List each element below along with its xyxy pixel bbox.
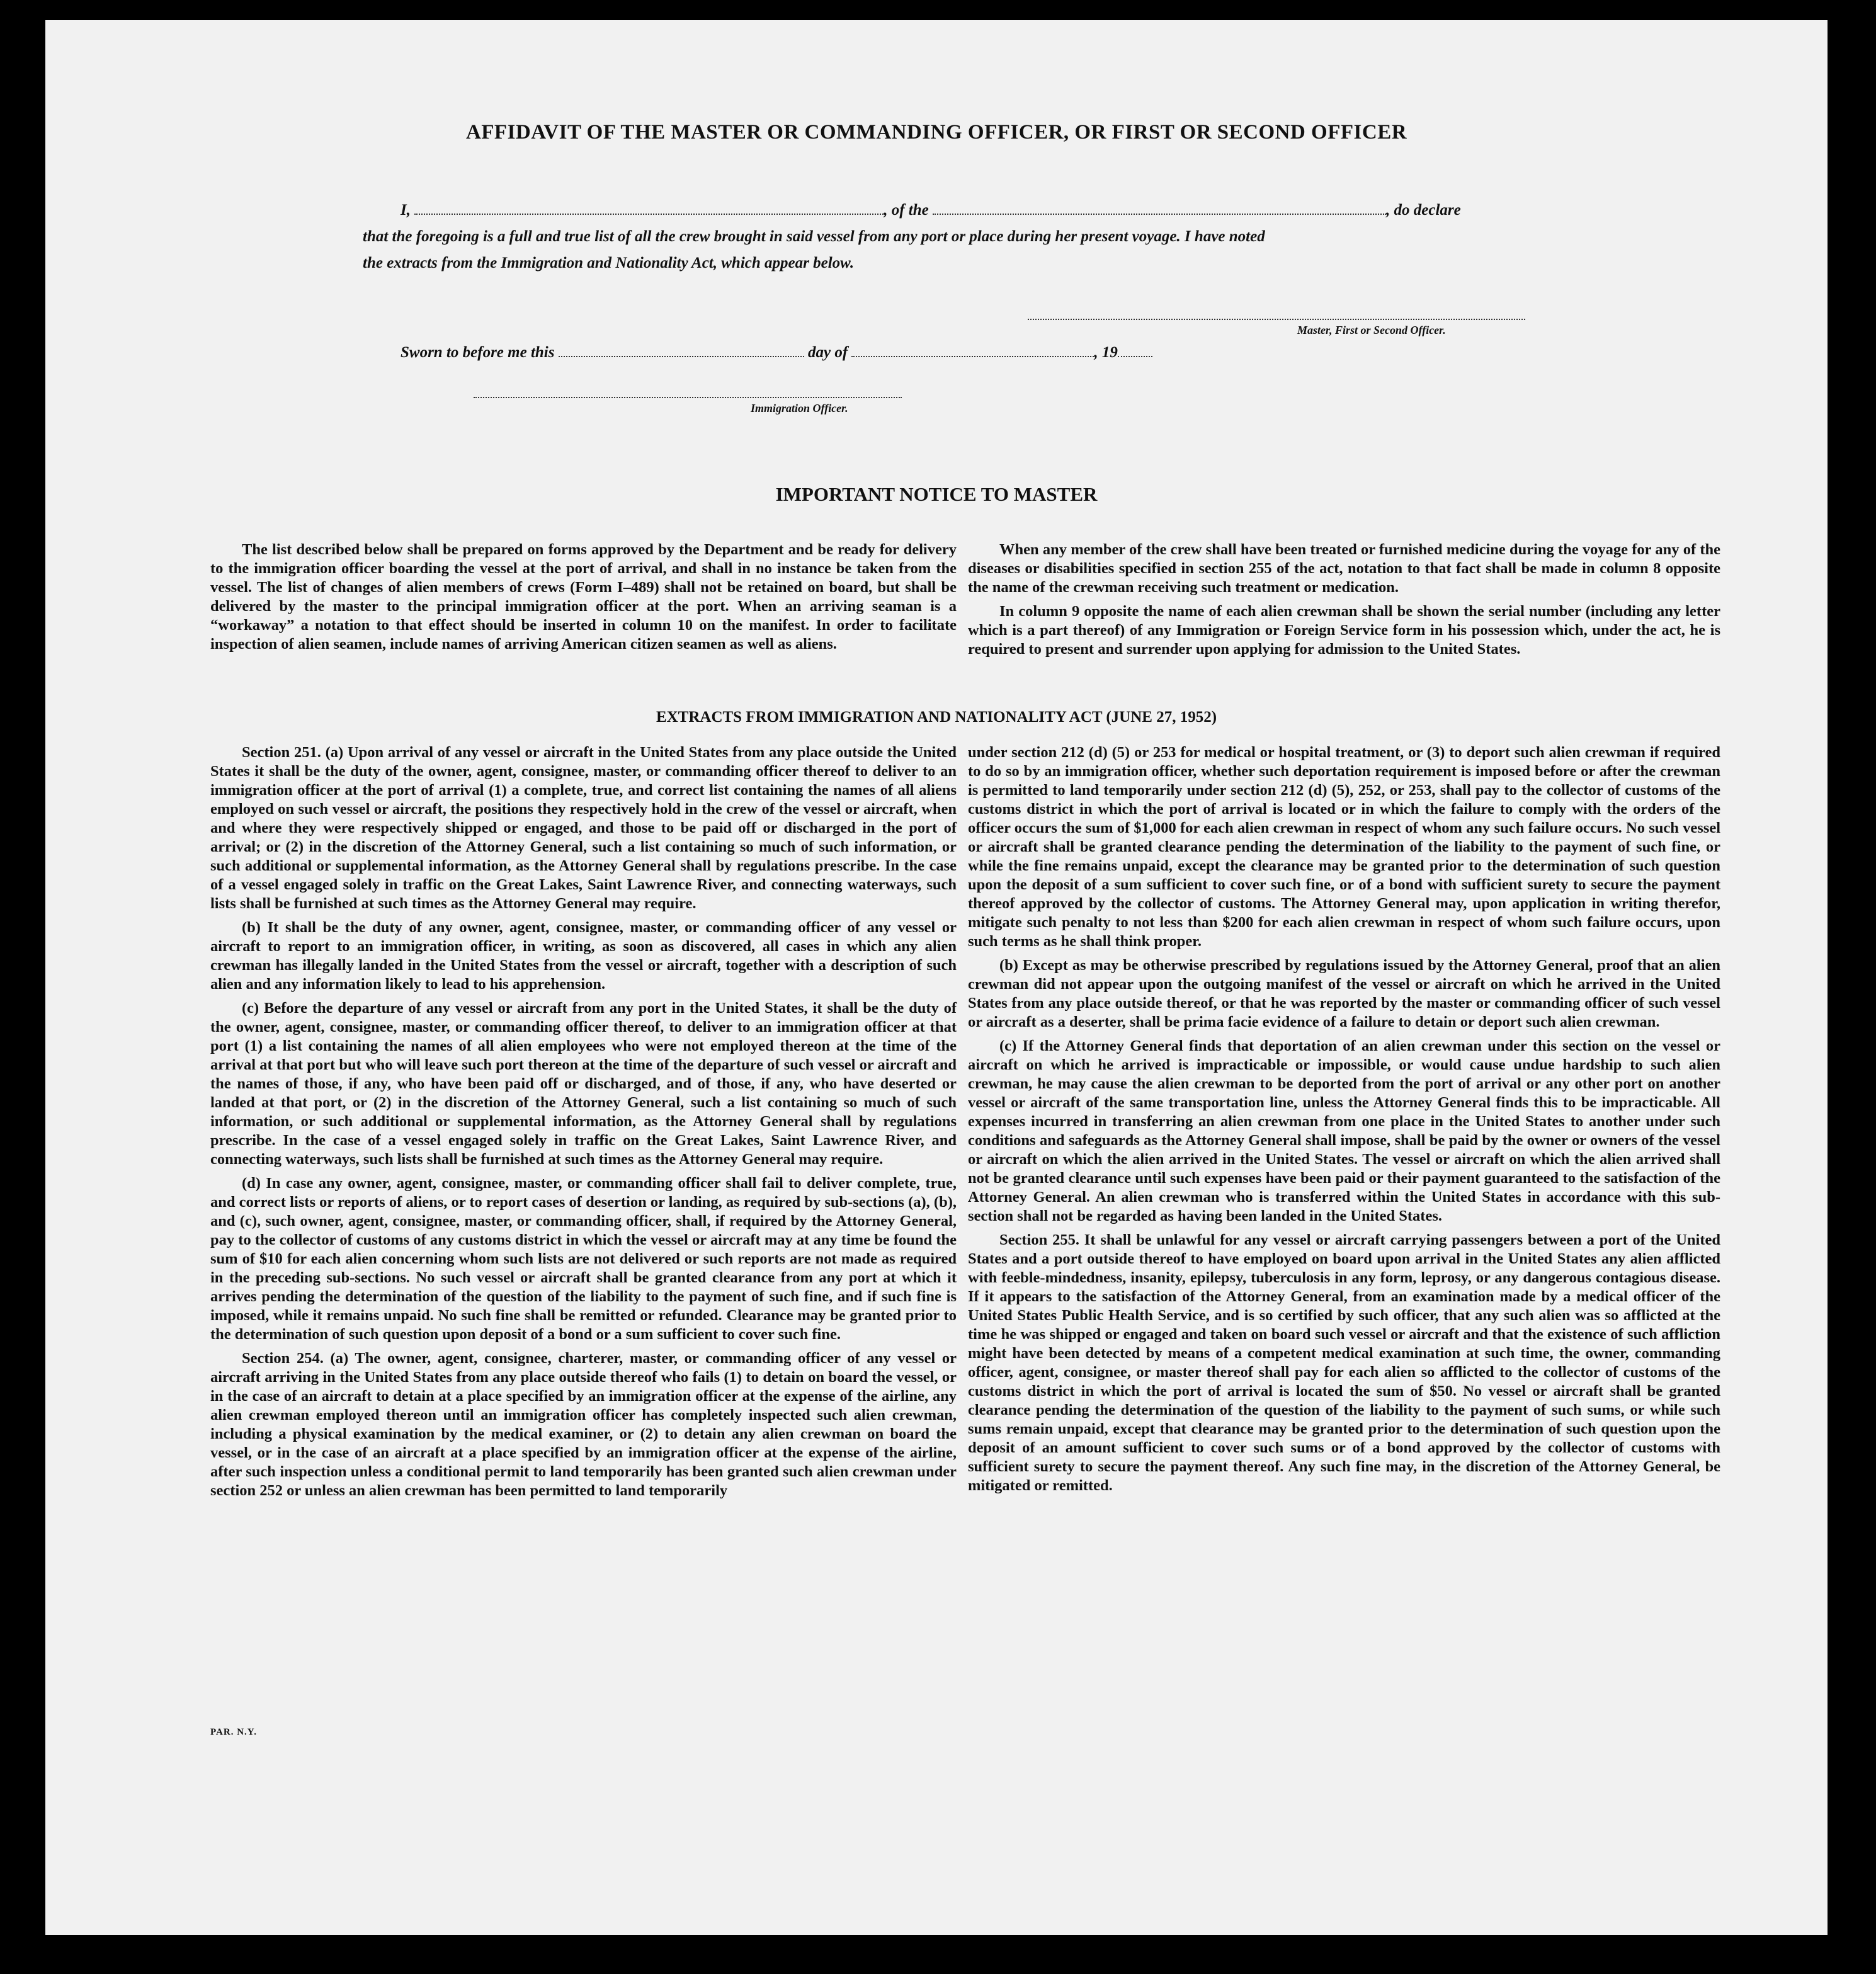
day-of-label: day of — [807, 344, 848, 361]
printer-mark: PAR. N.Y. — [210, 1727, 258, 1737]
i-label: I, — [401, 202, 411, 219]
statement-line-2: the extracts from the Immigration and Nationality Act, which appear below. — [363, 254, 855, 271]
section-254-b: (b) Except as may be otherwise prescribed by regulations issued by the Attorney General, proof that an alien crewman did not appear upon the outgoing manifest of the vessel or aircraft on which he arrived in the United States from any place outside thereof, or that he was reported by the master or commanding officer of such vessel or aircraft as a deserter, shall be prima facie evidence of a failure to detain or deport such alien crewman. — [968, 957, 1720, 1030]
section-251-d: (d) In case any owner, agent, consignee, master, or commanding officer shall fail to deliver complete, true, and correct lists or reports of aliens, or to report cases of desertion or landing, as required by sub-sections (a), (b), and (c), such owner, agent, consignee, master, or commanding officer, shall, if required by the Attorney General, pay to the collector of customs of any customs district in which the vessel or aircraft may at any time be found the sum of $10 for each alien concerning whom such lists are not delivered or such reports are not made as required in the preceding sub-sections. No such vessel or aircraft shall be granted clearance from any port at which it arrives pending the determination of the question of the liability to the payment of such fine, and if such fine is imposed, while it remains unpaid. No such fine shall be remitted or refunded. Clearance may be granted prior to the determination of such question upon deposit of a bond or a sum sufficient to cover such fine. — [210, 1175, 957, 1343]
sworn-year-field[interactable] — [1118, 355, 1152, 357]
notice-right-paragraph-1: When any member of the crew shall have been treated or furnished medicine during the voyage for any of the diseases or disabilities specified in section 255 of the act, notation to that fact shall be made in column 8 opposite the name of the crewman receiving such treatment or medication. — [968, 541, 1720, 596]
sworn-line — [401, 344, 1152, 362]
declaration-line — [401, 202, 1461, 219]
immigration-caption: Immigration Officer. — [751, 402, 848, 414]
notice-right-paragraph-2: In column 9 opposite the name of each alien crewman shall be shown the serial number (including any letter which is a part thereof) of any Immigration or Foreign Service form in his possession which, under the act, he is required to present and surrender upon applying for admission to the United States. — [968, 603, 1720, 658]
section-255: Section 255. It shall be unlawful for any vessel or aircraft carrying passengers between a port of the United States and a port outside thereof to have employed on board upon arrival in the United States any alien afflicted with feeble-mindedness, insanity, epilepsy, tuberculosis in any form, leprosy, or any dangerous contagious disease. If it appears to the satisfaction of the Attorney General, from an examination made by a medical officer of the United States Public Health Service, and is so certified by such officer, that any such alien was so afflicted at the time he was shipped or engaged and taken on board such vessel or aircraft and that the existence of such affliction might have been detected by means of a competent medical examination at such time, the owner, commanding officer, agent, consignee, or master thereof shall pay for each alien so afflicted to the collector of customs of the customs district in which the port of arrival is located the sum of $50. No vessel or aircraft shall be granted clearance pending the determination of the question of the liability to the payment of such sums, or while such sums remain unpaid, except that clearance may be granted prior to the determination of such question upon the deposit of an amount sufficient to cover such sums or of a bond approved by the collector of customs with sufficient surety to secure the payment thereof. Any such fine may, in the discretion of the Attorney General, be mitigated or remitted. — [968, 1231, 1720, 1494]
section-251-b: (b) It shall be the duty of any owner, agent, consignee, master, or commanding officer of any vessel or aircraft to report to an immigration officer, in writing, as soon as discovered, all cases in which any alien crewman has illegally landed in the United States from the vessel or aircraft, together with a description of such alien and any information likely to lead to his apprehension. — [210, 919, 957, 993]
notice-left-paragraph: The list described below shall be prepared on forms approved by the Department and be ready for delivery to the immigration officer boarding the vessel at the port of arrival, and shall in no instance be taken from the vessel. The list of changes of alien members of crews (Form I–489) shall not be retained on board, but shall be delivered by the master to the principal immigration officer at the port. When an arriving seaman is a “workaway” a notation to that effect should be inserted in column 10 on the manifest. In order to facilitate inspection of alien seamen, include names of arriving American citizen seamen as well as aliens. — [210, 541, 957, 653]
section-254-a-continued: under section 212 (d) (5) or 253 for medical or hospital treatment, or (3) to deport such alien crewman if required to do so by an immigration officer, whether such deportation requirement is imposed before or after the crewman is permitted to land temporarily under section 212 (d) (5), 252, or 253, shall pay to the collector of customs of the customs district in which the port of arrival is located or in which the failure to comply with the orders of the officer occurs the sum of $1,000 for each alien crewman in respect of whom any such failure occurs. No such vessel or aircraft shall be granted clearance pending the determination of the liability to the payment of such fine, or while the fine remains unpaid, except the clearance may be granted prior to the determination of such question upon the deposit of a sum sufficient to cover such fine, or of a bond with sufficient surety to secure the payment thereof approved by the collector of customs. The Attorney General may, upon application in writing therefor, mitigate such penalty to not less than $200 for each alien crewman in respect of whom such failure occurs, upon such terms as he shall think proper. — [968, 744, 1720, 950]
of-the-label: , of the — [884, 202, 929, 219]
do-declare-label: , do declare — [1386, 202, 1461, 219]
year-label: , 19 — [1094, 344, 1118, 361]
vessel-field[interactable] — [933, 213, 1386, 215]
notice-title: IMPORTANT NOTICE TO MASTER — [775, 483, 1098, 505]
section-254-a: Section 254. (a) The owner, agent, consignee, charterer, master, or commanding officer of any vessel or aircraft arriving in the United States from any place outside thereof who fails (1) to detain on board the vessel, or in the case of an aircraft to detain at a place specified by an immigration officer at the expense of the airline, any alien crewman employed thereon until an immigration officer has completely inspected such alien crewman, including a physical examination by the medical examiner, or (2) to detain any alien crewman on board the vessel, or in the case of an aircraft at a place specified by an immigration officer at the expense of the airline, after such inspection unless a conditional permit to land temporarily has been granted such alien crewman under section 252 or unless an alien crewman has been permitted to land temporarily — [210, 1350, 957, 1499]
affidavit-title: AFFIDAVIT OF THE MASTER OR COMMANDING OFFICER, OR FIRST OR SECOND OFFICER — [465, 121, 1407, 144]
sworn-day-field[interactable] — [559, 355, 804, 357]
form-page — [45, 20, 1828, 1935]
extracts-title: EXTRACTS FROM IMMIGRATION AND NATIONALITY ACT (JUNE 27, 1952) — [656, 709, 1217, 726]
immigration-signature-line[interactable] — [474, 397, 902, 398]
sworn-label: Sworn to before me this — [401, 344, 555, 361]
master-caption: Master, First or Second Officer. — [1297, 324, 1446, 336]
extracts-left-column — [210, 743, 957, 1505]
section-254-c: (c) If the Attorney General finds that deportation of an alien crewman under this section on the vessel or aircraft on which he arrived is impracticable or impossible, or would cause undue hardship to such alien crewman, he may cause the alien crewman to be deported from the port of arrival or any other port on another vessel or aircraft of the same transportation line, unless the Attorney General finds this to be impracticable. All expenses incurred in transferring an alien crewman from one place in the United States to another under such conditions and safeguards as the Attorney General shall impose, shall be paid by the owner or owners of the vessel or aircraft on which the alien arrived in the United States. The vessel or aircraft on which the alien arrived shall not be granted clearance until such expenses have been paid or their payment guaranteed to the satisfaction of the Attorney General. An alien crewman who is transferred within the United States in accordance with this sub-section shall not be regarded as having been landed in the United States. — [968, 1037, 1720, 1224]
name-field[interactable] — [414, 213, 884, 215]
notice-right-column — [968, 540, 1720, 664]
sworn-month-field[interactable] — [851, 355, 1094, 357]
master-signature-line[interactable] — [1028, 319, 1525, 320]
section-251-a: Section 251. (a) Upon arrival of any vessel or aircraft in the United States from any place outside the United States it shall be the duty of the owner, agent, consignee, master, or commanding officer thereof to deliver to an immigration officer at the port of arrival (1) a complete, true, and correct list containing the names of all aliens employed on such vessel or aircraft, the positions they respectively hold in the crew of the vessel or aircraft, when and where they were respectively shipped or engaged, and those to be paid off or discharged in the port of arrival; or (2) in the discretion of the Attorney General, such a list containing so much of such information, or such additional or supplemental information, as the Attorney General shall by regulations prescribe. In the case of a vessel engaged solely in traffic on the Great Lakes, Saint Lawrence River, and connecting waterways, such lists shall be furnished at such times as the Attorney General may require. — [210, 744, 957, 912]
extracts-right-column — [968, 743, 1720, 1500]
notice-left-column — [210, 540, 957, 659]
statement-line-1: that the foregoing is a full and true list of all the crew brought in said vessel from any port or place during her present voyage. I have noted — [363, 228, 1265, 245]
section-251-c: (c) Before the departure of any vessel or aircraft from any port in the United States, it shall be the duty of the owner, agent, consignee, master, or commanding officer thereof, to deliver to an immigration officer at that port (1) a list containing the names of all alien employees who were not employed thereon at the time of the arrival at that port but who will leave such port thereon at the time of the departure of such vessel or aircraft and the names of those, if any, who have been paid off or discharged, and of those, if any, who have deserted or landed at that port, or (2) in the discretion of the Attorney General, such a list containing so much of such information, or such additional or supplemental information, as the Attorney General shall by regulations prescribe. In the case of a vessel engaged solely in traffic on the Great Lakes, Saint Lawrence River, and connecting waterways, such lists shall be furnished at such times as the Attorney General may require. — [210, 1000, 957, 1168]
